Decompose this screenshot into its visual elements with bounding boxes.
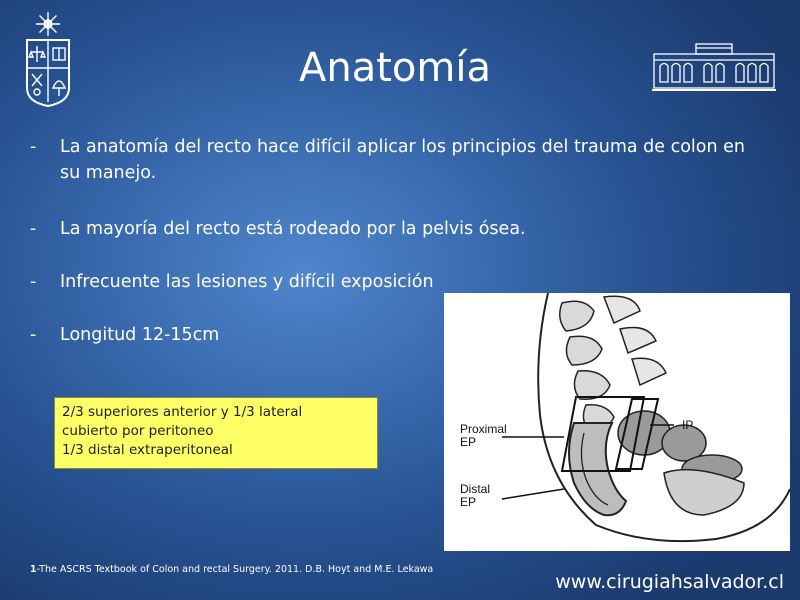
bullet-dash: - [30,272,37,292]
footnote-text: -The ASCRS Textbook of Colon and rectal Surgery. 2011. D.B. Hoyt and M.E. Lekawa [36,564,434,575]
bullet-text: Longitud 12-15cm [60,325,220,345]
bullet-dash: - [30,325,37,345]
callout-line: 1/3 distal extraperitoneal [62,442,233,458]
bullet-text: La anatomía del recto hace difícil aplicar los principios del trauma de colon en su manejo. [60,137,745,183]
bullet-text: La mayoría del recto está rodeado por la pelvis ósea. [60,219,526,239]
bullet-dash: - [30,219,37,239]
website-url: www.cirugiahsalvador.cl [555,571,784,593]
label-distal-ep: EP [460,495,477,509]
label-distal: Distal [460,482,491,496]
bullet-dash: - [30,137,37,157]
callout-line: cubierto por peritoneo [62,423,214,439]
label-ip: IP [682,418,694,432]
callout-box [54,397,378,469]
slide-title: Anatomía [299,45,491,91]
reference-footnote [30,564,433,575]
rectum-anatomy-figure [444,293,790,551]
label-proximal-ep: EP [460,435,477,449]
callout-line: 2/3 superiores anterior y 1/3 lateral [62,404,303,420]
footnote-number: 1 [30,564,37,575]
label-proximal: Proximal [460,422,507,436]
bullet-text: Infrecuente las lesiones y difícil exposición [60,272,434,292]
